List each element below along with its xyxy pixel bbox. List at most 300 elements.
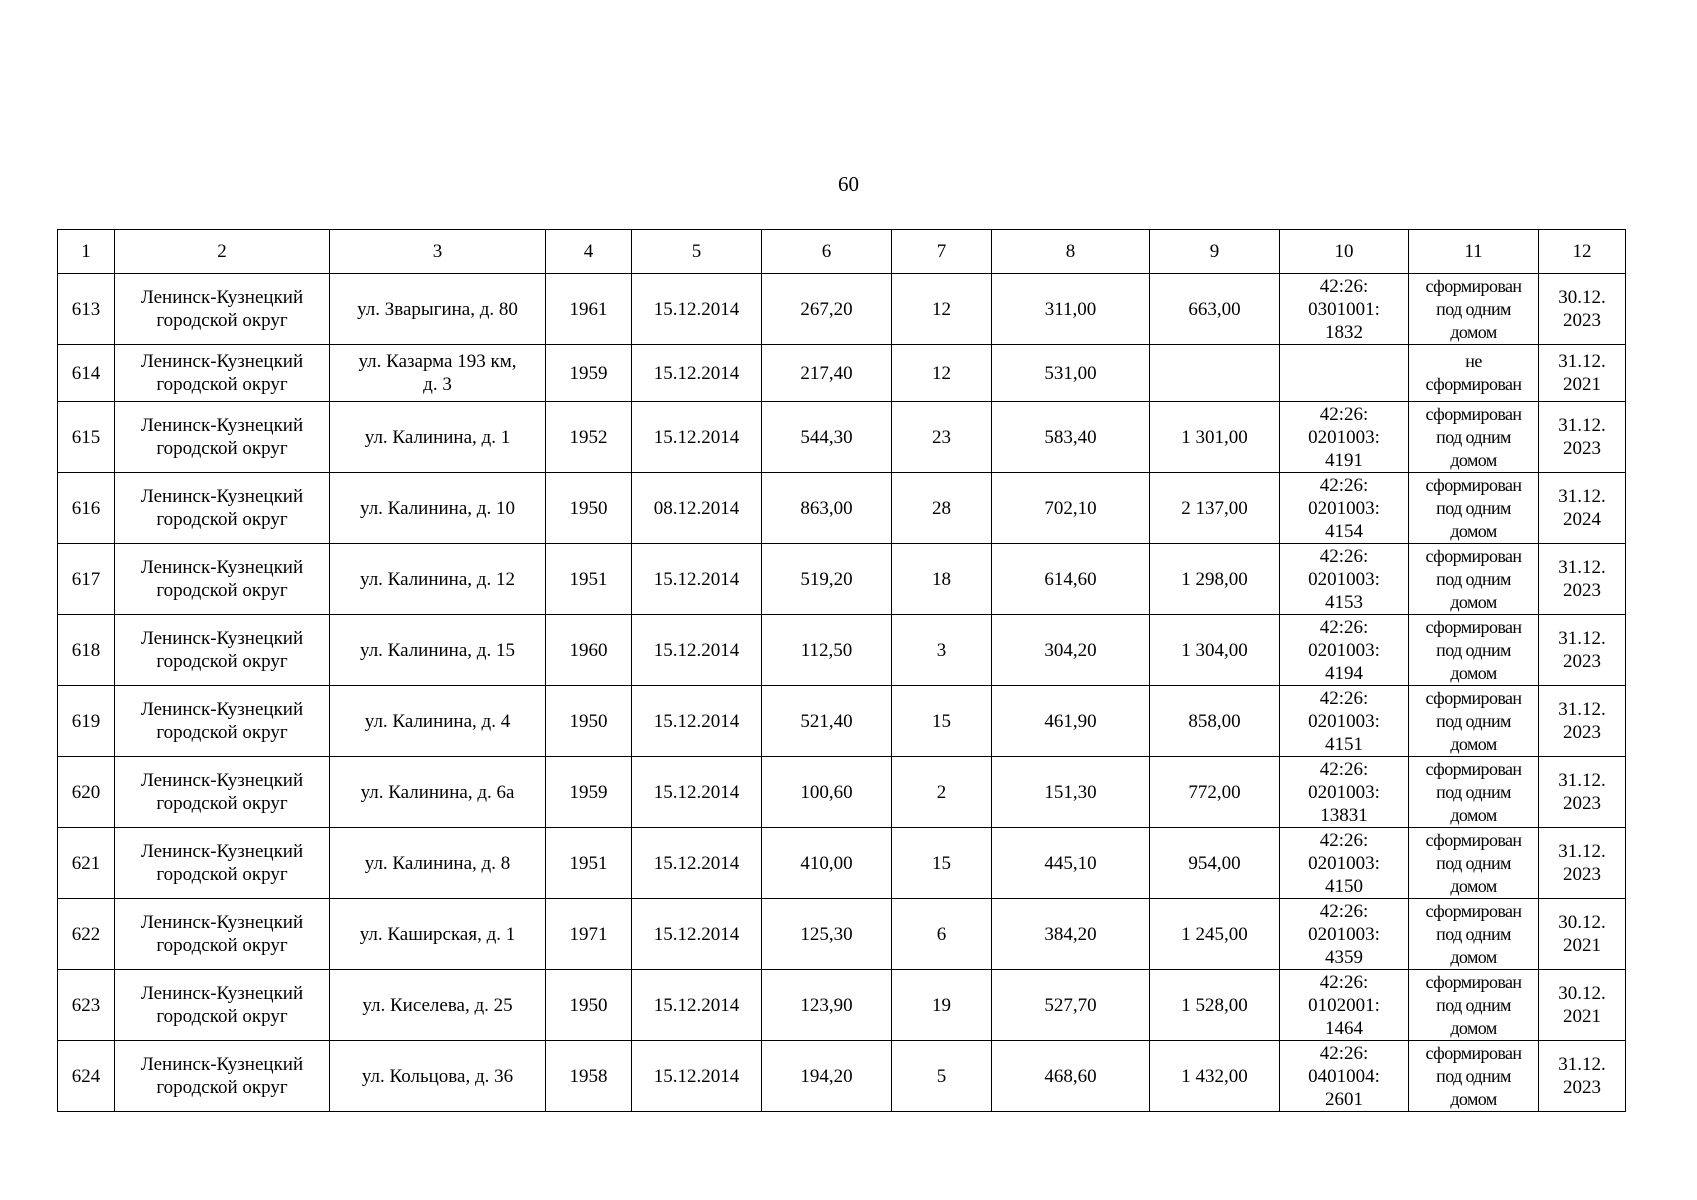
cadastral-number-cell-line: 42:26: bbox=[1319, 971, 1369, 993]
year-cell bbox=[546, 274, 632, 345]
deadline-cell-line: 31.12. bbox=[1558, 415, 1606, 436]
deadline-cell bbox=[1539, 1041, 1626, 1112]
value-col6-cell bbox=[762, 473, 892, 544]
address-cell-line: ул. Кольцова, д. 36 bbox=[361, 1065, 514, 1087]
address-cell-line: ул. Зварыгина, д. 80 bbox=[357, 298, 518, 320]
cadastral-number-cell bbox=[1280, 402, 1409, 473]
date-cell-line: 15.12.2014 bbox=[653, 639, 740, 661]
column-header-10: 10 bbox=[1280, 230, 1409, 274]
table-row bbox=[58, 970, 1626, 1041]
district-cell bbox=[115, 899, 330, 970]
cadastral-number-cell-line: 42:26: bbox=[1319, 275, 1369, 297]
cadastral-number-cell bbox=[1280, 345, 1409, 402]
address-cell bbox=[330, 828, 546, 899]
value-col6-cell-line: 123,90 bbox=[800, 994, 853, 1016]
table-row bbox=[58, 615, 1626, 686]
value-col9-cell-line: 954,00 bbox=[1188, 852, 1241, 874]
deadline-cell bbox=[1539, 473, 1626, 544]
land-status-cell-line: под одним bbox=[1436, 994, 1511, 1015]
row-number-cell bbox=[58, 757, 115, 828]
land-status-cell-line: сформирован bbox=[1425, 829, 1522, 850]
deadline-cell-line: 31.12. bbox=[1558, 770, 1606, 791]
value-col7-cell-line: 15 bbox=[932, 852, 951, 874]
year-cell-line: 1952 bbox=[569, 426, 608, 448]
deadline-cell bbox=[1539, 757, 1626, 828]
value-col9-cell bbox=[1150, 686, 1280, 757]
value-col7-cell bbox=[892, 402, 992, 473]
value-col7-cell bbox=[892, 274, 992, 345]
address-cell bbox=[330, 615, 546, 686]
cadastral-number-cell bbox=[1280, 544, 1409, 615]
land-status-cell-line: сформирован bbox=[1425, 403, 1522, 424]
deadline-cell bbox=[1539, 828, 1626, 899]
land-status-cell-line: домом bbox=[1450, 946, 1497, 967]
value-col8-cell bbox=[992, 686, 1150, 757]
district-cell bbox=[115, 757, 330, 828]
row-number-cell-line: 620 bbox=[71, 781, 101, 803]
table-row bbox=[58, 402, 1626, 473]
value-col8-cell-line: 384,20 bbox=[1044, 923, 1097, 945]
value-col7-cell-line: 18 bbox=[932, 568, 951, 590]
deadline-cell-line: 30.12. bbox=[1558, 287, 1606, 308]
row-number-cell-line: 613 bbox=[71, 298, 101, 320]
value-col9-cell-line: 1 432,00 bbox=[1181, 1065, 1248, 1087]
year-cell-line: 1950 bbox=[569, 994, 608, 1016]
column-header-6: 6 bbox=[762, 230, 892, 274]
district-cell-line: Ленинск-Кузнецкий bbox=[140, 841, 304, 862]
value-col9-cell-line: 1 245,00 bbox=[1181, 923, 1248, 945]
cadastral-number-cell-line: 2601 bbox=[1325, 1088, 1363, 1110]
district-cell-line: Ленинск-Кузнецкий bbox=[140, 912, 304, 933]
value-col8-cell bbox=[992, 899, 1150, 970]
deadline-cell bbox=[1539, 274, 1626, 345]
cadastral-number-cell-line: 42:26: bbox=[1319, 1042, 1369, 1064]
value-col9-cell bbox=[1150, 828, 1280, 899]
deadline-cell-line: 2021 bbox=[1563, 935, 1601, 956]
year-cell-line: 1961 bbox=[569, 298, 608, 320]
land-status-cell-line: сформирован bbox=[1425, 545, 1522, 566]
date-cell-line: 15.12.2014 bbox=[653, 923, 740, 945]
value-col6-cell bbox=[762, 402, 892, 473]
cadastral-number-cell-line: 42:26: bbox=[1319, 545, 1369, 567]
row-number-cell bbox=[58, 899, 115, 970]
deadline-cell-line: 2023 bbox=[1563, 793, 1601, 814]
date-cell-line: 15.12.2014 bbox=[653, 426, 740, 448]
date-cell-line: 15.12.2014 bbox=[653, 568, 740, 590]
deadline-cell-line: 2023 bbox=[1563, 722, 1601, 743]
land-status-cell-line: сформирован bbox=[1425, 374, 1522, 394]
value-col9-cell-line: 1 298,00 bbox=[1181, 568, 1248, 590]
land-status-cell bbox=[1409, 899, 1539, 970]
land-status-cell-line: домом bbox=[1450, 804, 1497, 825]
land-status-cell bbox=[1409, 828, 1539, 899]
cadastral-number-cell bbox=[1280, 757, 1409, 828]
address-cell bbox=[330, 757, 546, 828]
cadastral-number-cell bbox=[1280, 473, 1409, 544]
year-cell-line: 1959 bbox=[569, 781, 608, 803]
date-cell bbox=[632, 473, 762, 544]
column-header-3: 3 bbox=[330, 230, 546, 274]
column-header-2: 2 bbox=[115, 230, 330, 274]
value-col7-cell bbox=[892, 828, 992, 899]
row-number-cell bbox=[58, 544, 115, 615]
value-col6-cell bbox=[762, 345, 892, 402]
value-col8-cell bbox=[992, 970, 1150, 1041]
address-cell-line: ул. Калинина, д. 6а bbox=[360, 781, 515, 803]
date-cell bbox=[632, 828, 762, 899]
row-number-cell bbox=[58, 402, 115, 473]
year-cell bbox=[546, 402, 632, 473]
deadline-cell-line: 2021 bbox=[1563, 1006, 1601, 1027]
district-cell-line: городской округ bbox=[156, 1077, 288, 1098]
date-cell bbox=[632, 970, 762, 1041]
cadastral-number-cell-line: 1832 bbox=[1325, 321, 1363, 343]
deadline-cell bbox=[1539, 345, 1626, 402]
row-number-cell-line: 619 bbox=[71, 710, 101, 732]
district-cell-line: городской округ bbox=[156, 310, 288, 331]
row-number-cell-line: 615 bbox=[71, 426, 101, 448]
value-col7-cell-line: 5 bbox=[936, 1065, 947, 1087]
land-status-cell-line: сформирован bbox=[1425, 758, 1522, 779]
value-col6-cell-line: 194,20 bbox=[800, 1065, 853, 1087]
value-col6-cell bbox=[762, 544, 892, 615]
row-number-cell bbox=[58, 345, 115, 402]
district-cell-line: Ленинск-Кузнецкий bbox=[140, 486, 304, 507]
cadastral-number-cell bbox=[1280, 828, 1409, 899]
deadline-cell-line: 2023 bbox=[1563, 864, 1601, 885]
land-status-cell-line: сформирован bbox=[1425, 616, 1522, 637]
value-col9-cell-line: 2 137,00 bbox=[1181, 497, 1248, 519]
value-col9-cell-line: 772,00 bbox=[1188, 781, 1241, 803]
land-status-cell-line: под одним bbox=[1436, 923, 1511, 944]
value-col6-cell-line: 267,20 bbox=[800, 298, 853, 320]
value-col6-cell-line: 521,40 bbox=[800, 710, 853, 732]
land-status-cell-line: под одним bbox=[1436, 1065, 1511, 1086]
land-status-cell bbox=[1409, 615, 1539, 686]
land-status-cell-line: под одним bbox=[1436, 298, 1511, 319]
address-cell bbox=[330, 345, 546, 402]
column-header-11: 11 bbox=[1409, 230, 1539, 274]
value-col6-cell bbox=[762, 757, 892, 828]
value-col9-cell bbox=[1150, 345, 1280, 402]
cadastral-number-cell-line: 42:26: bbox=[1319, 474, 1369, 496]
value-col6-cell-line: 519,20 bbox=[800, 568, 853, 590]
cadastral-number-cell-line: 42:26: bbox=[1319, 758, 1369, 780]
value-col8-cell bbox=[992, 274, 1150, 345]
deadline-cell-line: 31.12. bbox=[1558, 557, 1606, 578]
cadastral-number-cell-line: 0201003: bbox=[1308, 639, 1380, 661]
district-cell-line: Ленинск-Кузнецкий bbox=[140, 770, 304, 791]
cadastral-number-cell-line: 4153 bbox=[1325, 591, 1363, 613]
value-col7-cell bbox=[892, 757, 992, 828]
value-col7-cell-line: 12 bbox=[932, 362, 951, 384]
date-cell-line: 15.12.2014 bbox=[653, 781, 740, 803]
land-status-cell-line: сформирован bbox=[1425, 971, 1522, 992]
value-col6-cell-line: 544,30 bbox=[800, 426, 853, 448]
land-status-cell-line: не bbox=[1465, 351, 1482, 371]
district-cell bbox=[115, 686, 330, 757]
value-col6-cell bbox=[762, 1041, 892, 1112]
page-number: 60 bbox=[838, 172, 859, 196]
year-cell-line: 1960 bbox=[569, 639, 608, 661]
cadastral-number-cell-line: 0201003: bbox=[1308, 781, 1380, 803]
value-col7-cell-line: 28 bbox=[932, 497, 951, 519]
value-col7-cell-line: 12 bbox=[932, 298, 951, 320]
value-col9-cell-line: 858,00 bbox=[1188, 710, 1241, 732]
table-row bbox=[58, 274, 1626, 345]
row-number-cell-line: 614 bbox=[71, 362, 101, 384]
deadline-cell-line: 2023 bbox=[1563, 1077, 1601, 1098]
value-col9-cell bbox=[1150, 899, 1280, 970]
district-cell-line: Ленинск-Кузнецкий bbox=[140, 1054, 304, 1075]
address-cell bbox=[330, 686, 546, 757]
value-col7-cell bbox=[892, 899, 992, 970]
land-status-cell bbox=[1409, 544, 1539, 615]
address-cell-line: ул. Калинина, д. 15 bbox=[360, 639, 515, 661]
value-col7-cell bbox=[892, 544, 992, 615]
date-cell-line: 15.12.2014 bbox=[653, 298, 740, 320]
row-number-cell-line: 623 bbox=[71, 994, 101, 1016]
value-col8-cell-line: 702,10 bbox=[1044, 497, 1097, 519]
table-body bbox=[58, 274, 1626, 1112]
land-status-cell-line: сформирован bbox=[1425, 275, 1522, 296]
cadastral-number-cell bbox=[1280, 970, 1409, 1041]
value-col8-cell-line: 304,20 bbox=[1044, 639, 1097, 661]
date-cell bbox=[632, 274, 762, 345]
district-cell-line: городской округ bbox=[156, 722, 288, 743]
cadastral-number-cell-line: 0201003: bbox=[1308, 426, 1380, 448]
value-col6-cell-line: 112,50 bbox=[800, 639, 853, 661]
deadline-cell bbox=[1539, 970, 1626, 1041]
deadline-cell-line: 30.12. bbox=[1558, 912, 1606, 933]
date-cell-line: 15.12.2014 bbox=[653, 362, 740, 384]
land-status-cell-line: под одним bbox=[1436, 497, 1511, 518]
cadastral-number-cell-line: 4191 bbox=[1325, 449, 1363, 471]
deadline-cell-line: 31.12. bbox=[1558, 486, 1606, 507]
address-cell-line: ул. Каширская, д. 1 bbox=[359, 923, 516, 945]
year-cell-line: 1950 bbox=[569, 497, 608, 519]
table-row bbox=[58, 899, 1626, 970]
column-header-7: 7 bbox=[892, 230, 992, 274]
address-cell-line: ул. Казарма 193 км, bbox=[358, 351, 517, 372]
land-status-cell-line: под одним bbox=[1436, 781, 1511, 802]
address-cell-line: ул. Калинина, д. 10 bbox=[360, 497, 515, 519]
year-cell bbox=[546, 757, 632, 828]
cadastral-number-cell-line: 1464 bbox=[1325, 1017, 1363, 1039]
value-col7-cell bbox=[892, 615, 992, 686]
value-col6-cell bbox=[762, 274, 892, 345]
cadastral-number-cell-line: 42:26: bbox=[1319, 403, 1369, 425]
row-number-cell bbox=[58, 970, 115, 1041]
table-row bbox=[58, 345, 1626, 402]
year-cell bbox=[546, 345, 632, 402]
value-col7-cell-line: 6 bbox=[936, 923, 947, 945]
value-col6-cell-line: 217,40 bbox=[800, 362, 853, 384]
table-row bbox=[58, 828, 1626, 899]
deadline-cell-line: 31.12. bbox=[1558, 699, 1606, 720]
value-col7-cell bbox=[892, 686, 992, 757]
date-cell bbox=[632, 1041, 762, 1112]
value-col8-cell bbox=[992, 1041, 1150, 1112]
district-cell-line: Ленинск-Кузнецкий bbox=[140, 628, 304, 649]
district-cell bbox=[115, 970, 330, 1041]
row-number-cell-line: 622 bbox=[71, 923, 101, 945]
value-col9-cell bbox=[1150, 1041, 1280, 1112]
row-number-cell bbox=[58, 686, 115, 757]
deadline-cell-line: 2023 bbox=[1563, 310, 1601, 331]
cadastral-number-cell-line: 0201003: bbox=[1308, 852, 1380, 874]
land-status-cell bbox=[1409, 345, 1539, 402]
cadastral-number-cell-line: 42:26: bbox=[1319, 616, 1369, 638]
value-col8-cell bbox=[992, 615, 1150, 686]
year-cell-line: 1950 bbox=[569, 710, 608, 732]
district-cell-line: городской округ bbox=[156, 793, 288, 814]
column-header-1: 1 bbox=[58, 230, 115, 274]
date-cell bbox=[632, 402, 762, 473]
deadline-cell-line: 2023 bbox=[1563, 580, 1601, 601]
district-cell-line: городской округ bbox=[156, 651, 288, 672]
cadastral-number-cell-line: 0301001: bbox=[1308, 298, 1380, 320]
value-col8-cell-line: 614,60 bbox=[1044, 568, 1097, 590]
district-cell-line: городской округ bbox=[156, 935, 288, 956]
land-status-cell bbox=[1409, 757, 1539, 828]
value-col8-cell bbox=[992, 345, 1150, 402]
district-cell bbox=[115, 1041, 330, 1112]
district-cell-line: городской округ bbox=[156, 864, 288, 885]
land-status-cell-line: сформирован bbox=[1425, 1042, 1522, 1063]
cadastral-number-cell bbox=[1280, 899, 1409, 970]
cadastral-number-cell-line: 42:26: bbox=[1319, 687, 1369, 709]
deadline-cell bbox=[1539, 402, 1626, 473]
deadline-cell-line: 31.12. bbox=[1558, 1054, 1606, 1075]
value-col8-cell bbox=[992, 828, 1150, 899]
value-col7-cell bbox=[892, 1041, 992, 1112]
land-status-cell-line: домом bbox=[1450, 875, 1497, 896]
land-status-cell bbox=[1409, 274, 1539, 345]
table-row bbox=[58, 686, 1626, 757]
deadline-cell-line: 2023 bbox=[1563, 651, 1601, 672]
value-col9-cell bbox=[1150, 274, 1280, 345]
district-cell bbox=[115, 473, 330, 544]
district-cell bbox=[115, 544, 330, 615]
row-number-cell bbox=[58, 274, 115, 345]
district-cell-line: городской округ bbox=[156, 509, 288, 530]
address-cell bbox=[330, 1041, 546, 1112]
land-status-cell-line: домом bbox=[1450, 520, 1497, 541]
year-cell bbox=[546, 828, 632, 899]
district-cell-line: Ленинск-Кузнецкий bbox=[140, 557, 304, 578]
district-cell-line: Ленинск-Кузнецкий bbox=[140, 415, 304, 436]
cadastral-number-cell-line: 13831 bbox=[1320, 804, 1368, 826]
address-cell-line: ул. Киселева, д. 25 bbox=[362, 994, 513, 1016]
deadline-cell-line: 2021 bbox=[1563, 374, 1601, 395]
year-cell bbox=[546, 686, 632, 757]
value-col7-cell-line: 15 bbox=[932, 710, 951, 732]
value-col9-cell-line: 1 301,00 bbox=[1181, 426, 1248, 448]
cadastral-number-cell-line: 4359 bbox=[1325, 946, 1363, 968]
row-number-cell-line: 624 bbox=[71, 1065, 101, 1087]
deadline-cell-line: 30.12. bbox=[1558, 983, 1606, 1004]
value-col6-cell bbox=[762, 828, 892, 899]
deadline-cell-line: 2023 bbox=[1563, 438, 1601, 459]
deadline-cell bbox=[1539, 899, 1626, 970]
year-cell bbox=[546, 899, 632, 970]
value-col6-cell bbox=[762, 899, 892, 970]
value-col6-cell-line: 125,30 bbox=[800, 923, 853, 945]
value-col8-cell bbox=[992, 402, 1150, 473]
district-cell bbox=[115, 402, 330, 473]
column-header-12: 12 bbox=[1539, 230, 1626, 274]
column-header-9: 9 bbox=[1150, 230, 1280, 274]
year-cell bbox=[546, 544, 632, 615]
cadastral-number-cell bbox=[1280, 274, 1409, 345]
column-header-8: 8 bbox=[992, 230, 1150, 274]
value-col8-cell bbox=[992, 473, 1150, 544]
date-cell bbox=[632, 345, 762, 402]
column-header-5: 5 bbox=[632, 230, 762, 274]
deadline-cell-line: 31.12. bbox=[1558, 351, 1606, 372]
year-cell-line: 1958 bbox=[569, 1065, 608, 1087]
district-cell-line: городской округ bbox=[156, 580, 288, 601]
row-number-cell bbox=[58, 1041, 115, 1112]
value-col6-cell bbox=[762, 686, 892, 757]
land-status-cell-line: под одним bbox=[1436, 426, 1511, 447]
date-cell bbox=[632, 544, 762, 615]
cadastral-number-cell-line: 4151 bbox=[1325, 733, 1363, 755]
land-status-cell bbox=[1409, 686, 1539, 757]
cadastral-number-cell-line: 0201003: bbox=[1308, 710, 1380, 732]
land-status-cell-line: под одним bbox=[1436, 710, 1511, 731]
housing-registry-table bbox=[57, 229, 1626, 1112]
address-cell bbox=[330, 402, 546, 473]
row-number-cell bbox=[58, 828, 115, 899]
value-col7-cell-line: 2 bbox=[936, 781, 947, 803]
cadastral-number-cell bbox=[1280, 686, 1409, 757]
cadastral-number-cell-line: 0401004: bbox=[1308, 1065, 1380, 1087]
date-cell-line: 08.12.2014 bbox=[653, 497, 740, 519]
value-col7-cell-line: 19 bbox=[932, 994, 951, 1016]
column-header-4: 4 bbox=[546, 230, 632, 274]
table-row bbox=[58, 473, 1626, 544]
land-status-cell bbox=[1409, 970, 1539, 1041]
district-cell-line: городской округ bbox=[156, 438, 288, 459]
district-cell-line: Ленинск-Кузнецкий bbox=[140, 983, 304, 1004]
address-cell bbox=[330, 899, 546, 970]
land-status-cell-line: под одним bbox=[1436, 568, 1511, 589]
year-cell-line: 1971 bbox=[569, 923, 608, 945]
date-cell bbox=[632, 686, 762, 757]
value-col8-cell-line: 468,60 bbox=[1044, 1065, 1097, 1087]
value-col8-cell-line: 151,30 bbox=[1044, 781, 1097, 803]
row-number-cell bbox=[58, 615, 115, 686]
cadastral-number-cell-line: 0201003: bbox=[1308, 923, 1380, 945]
district-cell bbox=[115, 615, 330, 686]
value-col9-cell-line: 1 528,00 bbox=[1181, 994, 1248, 1016]
cadastral-number-cell bbox=[1280, 1041, 1409, 1112]
year-cell-line: 1951 bbox=[569, 852, 608, 874]
address-cell bbox=[330, 970, 546, 1041]
land-status-cell-line: сформирован bbox=[1425, 474, 1522, 495]
date-cell-line: 15.12.2014 bbox=[653, 852, 740, 874]
value-col8-cell bbox=[992, 544, 1150, 615]
value-col8-cell-line: 531,00 bbox=[1044, 362, 1097, 384]
deadline-cell bbox=[1539, 615, 1626, 686]
value-col9-cell bbox=[1150, 970, 1280, 1041]
district-cell bbox=[115, 274, 330, 345]
value-col6-cell-line: 100,60 bbox=[800, 781, 853, 803]
date-cell-line: 15.12.2014 bbox=[653, 1065, 740, 1087]
row-number-cell-line: 616 bbox=[71, 497, 101, 519]
